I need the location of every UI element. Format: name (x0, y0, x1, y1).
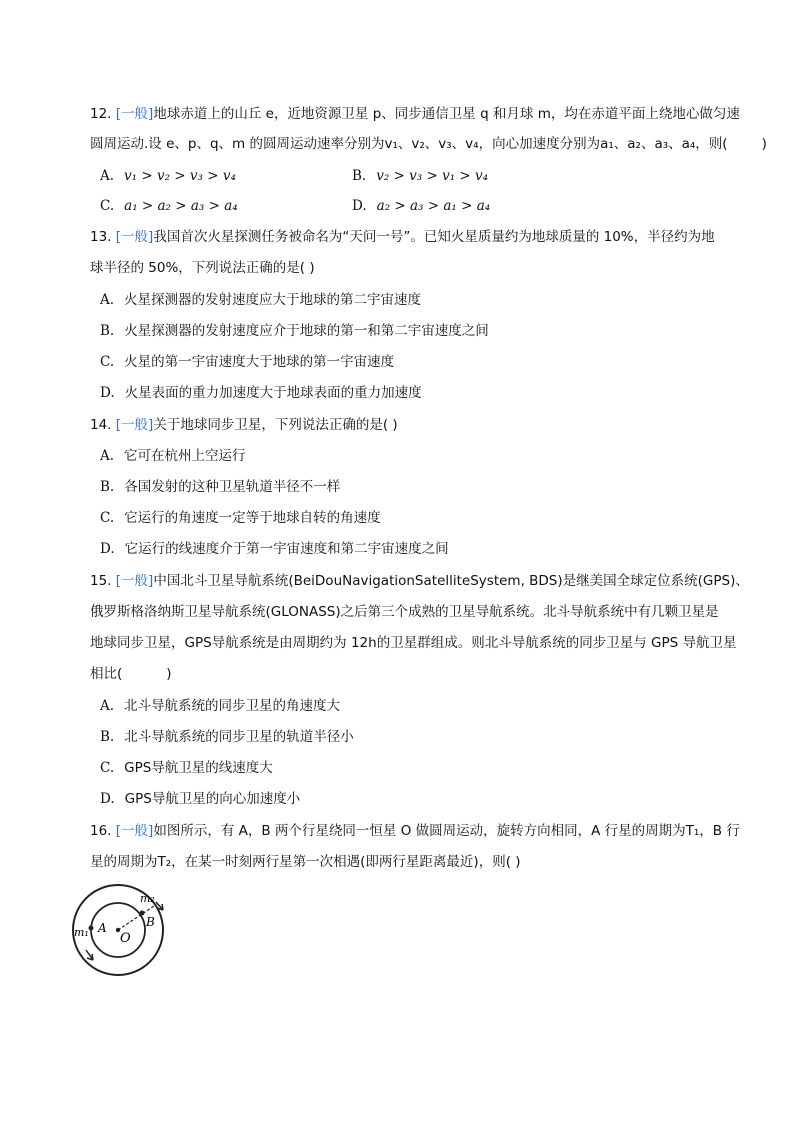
q13-option-b-letter: B. (100, 323, 115, 339)
q12-close-paren: ) (761, 136, 767, 152)
q15-option-d-text: GPS导航卫星的向心加速度小 (124, 791, 301, 807)
q13-option-a-letter: A. (100, 292, 115, 308)
label-a: A (98, 921, 107, 935)
q13-option-a-text: 火星探测器的发射速度应大于地球的第二宇宙速度 (124, 292, 422, 308)
q14-option-d-letter: D. (100, 541, 115, 557)
q15-option-c-text: GPS导航卫星的线速度大 (124, 760, 273, 776)
q15-option-d-letter: D. (100, 791, 115, 807)
q12-option-d (352, 196, 490, 216)
planet-a (89, 926, 94, 931)
q14-option-c (100, 508, 381, 528)
q16-number: 16. (90, 823, 112, 839)
q14-option-a (100, 446, 246, 466)
label-m2: m₂ (140, 892, 155, 905)
label-o: O (120, 931, 131, 946)
q12-option-c-text: a₁ > a₂ > a₃ > a₄ (124, 198, 238, 214)
q13-option-b-text: 火星探测器的发射速度应介于地球的第一和第二宇宙速度之间 (124, 323, 489, 339)
q16-line-2 (90, 852, 521, 872)
q12-option-a-letter: A. (100, 168, 115, 184)
q12-option-a (100, 166, 236, 186)
q15-text-2: 俄罗斯格洛纳斯卫星导航系统(GLONASS)之后第三个成熟的卫星导航系统。北斗导航系统中有几颗卫星是 (90, 604, 719, 620)
q15-text-1: 中国北斗卫星导航系统(BeiDouNavigationSatelliteSystem, BDS)是继美国全球定位系统(GPS)、 (153, 573, 749, 589)
q15-option-a (100, 696, 340, 716)
q15-close-paren: ) (166, 666, 172, 682)
q12-text-1: 地球赤道上的山丘 e，近地资源卫星 p、同步通信卫星 q 和月球 m，均在赤道平面上绕地心做匀速 (153, 106, 740, 122)
q15-level-tag[interactable]: [一般] (115, 573, 154, 589)
planet-b (140, 911, 145, 916)
q13-option-c (100, 352, 394, 372)
q13-number: 13. (90, 229, 112, 245)
label-b: B (146, 915, 155, 929)
q14-option-d-text: 它运行的线速度介于第一宇宙速度和第二宇宙速度之间 (124, 541, 449, 557)
q16-text-1: 如图所示，有 A，B 两个行星绕同一恒星 O 做圆周运动，旋转方向相同，A 行星的周期为T₁，B 行 (153, 823, 740, 839)
q15-number: 15. (90, 573, 112, 589)
q15-text-3: 地球同步卫星，GPS导航系统是由周期约为 12h的卫星群组成。则北斗导航系统的同步卫星与 GPS 导航卫星 (90, 635, 737, 651)
q14-level-tag[interactable]: [一般] (115, 417, 154, 433)
orbit-figure (68, 880, 176, 980)
q14-line-1 (90, 415, 398, 435)
q15-option-a-text: 北斗导航系统的同步卫星的角速度大 (124, 698, 341, 714)
q12-option-b-letter: B. (352, 168, 367, 184)
q15-line-4 (90, 664, 172, 684)
q14-number: 14. (90, 417, 112, 433)
q12-option-a-text: v₁ > v₂ > v₃ > v₄ (124, 168, 236, 184)
q12-number: 12. (90, 106, 112, 122)
q12-text-2: 圆周运动.设 e、p、q、m 的圆周运动速率分别为v₁、v₂、v₃、v₄，向心加速度分别为a₁、a₂、a₃、a₄，则( (90, 136, 728, 152)
q15-option-b (100, 727, 354, 747)
q15-line-3 (90, 633, 736, 653)
q12-option-b-text: v₂ > v₃ > v₁ > v₄ (376, 168, 489, 184)
q13-option-c-letter: C. (100, 354, 115, 370)
q12-line-1 (90, 104, 740, 124)
q16-text-2: 星的周期为T₂，在某一时刻两行星第一次相遇(即两行星距离最近)，则( ) (90, 854, 521, 870)
q14-option-c-letter: C. (100, 510, 115, 526)
label-m1: m₁ (74, 926, 89, 939)
q13-option-a (100, 290, 421, 310)
q12-option-d-letter: D. (352, 198, 367, 214)
q12-option-b (352, 166, 488, 186)
q12-option-c (100, 196, 238, 216)
q13-line-1 (90, 227, 715, 247)
q12-option-c-letter: C. (100, 198, 115, 214)
q13-option-b (100, 321, 489, 341)
q13-option-c-text: 火星的第一宇宙速度大于地球的第一宇宙速度 (124, 354, 395, 370)
q14-text-1: 关于地球同步卫星，下列说法正确的是( ) (153, 417, 398, 433)
q14-option-b-text: 各国发射的这种卫星轨道半径不一样 (124, 479, 341, 495)
q14-option-b-letter: B. (100, 479, 115, 495)
q13-option-d (100, 383, 422, 403)
q15-line-1 (90, 571, 749, 591)
q16-level-tag[interactable]: [一般] (115, 823, 154, 839)
q12-option-d-text: a₂ > a₃ > a₁ > a₄ (376, 198, 491, 214)
q14-option-a-letter: A. (100, 448, 115, 464)
q14-option-c-text: 它运行的角速度一定等于地球自转的角速度 (124, 510, 381, 526)
q13-option-d-letter: D. (100, 385, 115, 401)
q13-option-d-text: 火星表面的重力加速度大于地球表面的重力加速度 (124, 385, 422, 401)
q14-option-b (100, 477, 340, 497)
q14-option-a-text: 它可在杭州上空运行 (124, 448, 246, 464)
q15-option-d (100, 789, 300, 809)
q15-option-b-text: 北斗导航系统的同步卫星的轨道半径小 (124, 729, 354, 745)
q15-text-4: 相比( (90, 666, 123, 682)
q16-line-1 (90, 821, 740, 841)
q15-option-c (100, 758, 273, 778)
q15-option-a-letter: A. (100, 698, 115, 714)
q13-level-tag[interactable]: [一般] (115, 229, 154, 245)
q15-line-2 (90, 602, 719, 622)
q13-line-2 (90, 258, 315, 278)
q12-line-2 (90, 134, 767, 154)
q15-option-c-letter: C. (100, 760, 115, 776)
q15-option-b-letter: B. (100, 729, 115, 745)
q13-text-2: 球半径的 50%，下列说法正确的是( ) (90, 260, 315, 276)
q13-text-1: 我国首次火星探测任务被命名为“天问一号”。已知火星质量约为地球质量的 10%，半径约为地 (153, 229, 715, 245)
q12-level-tag[interactable]: [一般] (115, 106, 154, 122)
q14-option-d (100, 539, 449, 559)
